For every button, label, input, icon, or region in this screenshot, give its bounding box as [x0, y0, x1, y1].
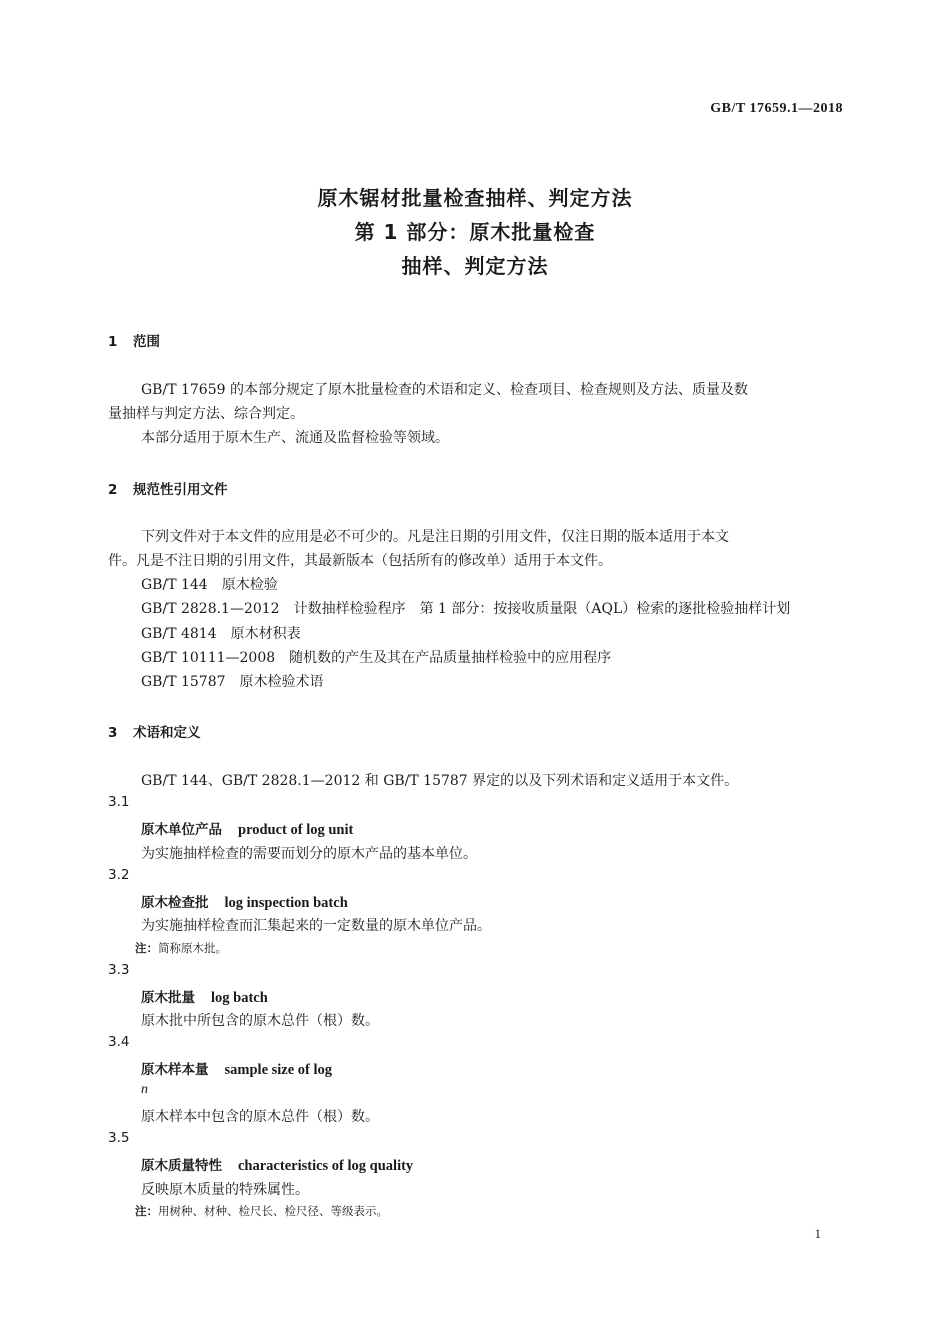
scope-paragraph-line-1: GB/T 17659 的本部分规定了原木批量检查的术语和定义、检查项目、检查规则及方法、质量及数: [141, 382, 748, 398]
term-en: sample size of log: [224, 1062, 333, 1078]
section-title: 术语和定义: [133, 725, 201, 741]
reference-code: GB/T 2828.1—2012: [141, 601, 280, 617]
term-definition: 为实施抽样检查的需要而划分的原木产品的基本单位。: [141, 846, 477, 862]
title-line-2: 第 1 部分：原木批量检查: [354, 220, 596, 244]
term-zh: 原木检查批: [141, 895, 209, 911]
term-note: [135, 940, 227, 956]
note-text: 简称原木批。: [158, 941, 227, 955]
term-heading: [141, 1154, 413, 1175]
term-note: [135, 1203, 388, 1219]
reference-title: 原木检验: [221, 577, 278, 593]
term-definition: 原木批中所包含的原木总件（根）数。: [141, 1013, 379, 1029]
reference-item: [141, 574, 278, 594]
reference-code: GB/T 15787: [141, 674, 226, 690]
terms-intro: GB/T 144、GB/T 2828.1—2012 和 GB/T 15787 界定的以及下列术语和定义适用于本文件。: [141, 773, 739, 789]
note-text: 用树种、材种、检尺长、检尺径、等级表示。: [158, 1204, 388, 1218]
reference-title: 随机数的产生及其在产品质量抽样检验中的应用程序: [289, 650, 612, 666]
term-zh: 原木样本量: [141, 1062, 209, 1078]
section-3-heading: [108, 721, 201, 741]
term-heading: [141, 1058, 332, 1079]
term-zh: 原木单位产品: [141, 822, 222, 838]
term-number: 3.5: [108, 1130, 130, 1146]
refs-intro-line-1: 下列文件对于本文件的应用是必不可少的。凡是注日期的引用文件，仅注日期的版本适用于本文: [141, 529, 729, 545]
title-line-1: 原木锯材批量检查抽样、判定方法: [317, 186, 633, 210]
scope-applicability: 本部分适用于原木生产、流通及监督检验等领域。: [141, 430, 449, 446]
section-number: 2: [108, 482, 118, 498]
note-label: 注：: [135, 1204, 158, 1218]
reference-code: GB/T 144: [141, 577, 208, 593]
term-symbol: n: [141, 1082, 148, 1097]
term-definition: 反映原木质量的特殊属性。: [141, 1182, 309, 1198]
reference-code: GB/T 10111—2008: [141, 650, 276, 666]
page-number: 1: [814, 1226, 821, 1241]
term-heading: [141, 818, 353, 839]
term-heading: [141, 891, 348, 912]
standard-number: GB/T 17659.1—2018: [710, 101, 843, 116]
reference-title: 原木材积表: [230, 626, 301, 642]
note-label: 注：: [135, 941, 158, 955]
term-zh: 原木质量特性: [141, 1158, 222, 1174]
term-number: 3.2: [108, 867, 130, 883]
section-title: 规范性引用文件: [133, 482, 228, 498]
section-title: 范围: [133, 334, 160, 350]
term-definition: 为实施抽样检查而汇集起来的一定数量的原木单位产品。: [141, 918, 491, 934]
reference-code: GB/T 4814: [141, 626, 217, 642]
section-number: 3: [108, 725, 118, 741]
section-number: 1: [108, 334, 118, 350]
reference-item: [141, 671, 324, 691]
reference-item: [141, 647, 611, 667]
term-en: log batch: [211, 990, 268, 1006]
term-number: 3.4: [108, 1034, 130, 1050]
reference-item: [141, 623, 301, 643]
term-heading: [141, 986, 268, 1007]
term-en: log inspection batch: [224, 895, 348, 911]
refs-intro-line-2: 件。凡是不注日期的引用文件，其最新版本（包括所有的修改单）适用于本文件。: [108, 553, 612, 569]
term-number: 3.3: [108, 962, 130, 978]
term-en: characteristics of log quality: [238, 1158, 414, 1174]
reference-title: 原木检验术语: [239, 674, 324, 690]
term-zh: 原木批量: [141, 990, 195, 1006]
reference-item: [141, 598, 790, 618]
title-line-3: 抽样、判定方法: [401, 254, 549, 278]
section-1-heading: [108, 330, 160, 350]
scope-paragraph-line-2: 量抽样与判定方法、综合判定。: [108, 406, 304, 422]
term-number: 3.1: [108, 794, 130, 810]
term-en: product of log unit: [238, 822, 354, 838]
section-2-heading: [108, 478, 228, 498]
reference-title: 计数抽样检验程序 第 1 部分：按接收质量限（AQL）检索的逐批检验抽样计划: [293, 601, 791, 617]
term-definition: 原木样本中包含的原木总件（根）数。: [141, 1109, 379, 1125]
